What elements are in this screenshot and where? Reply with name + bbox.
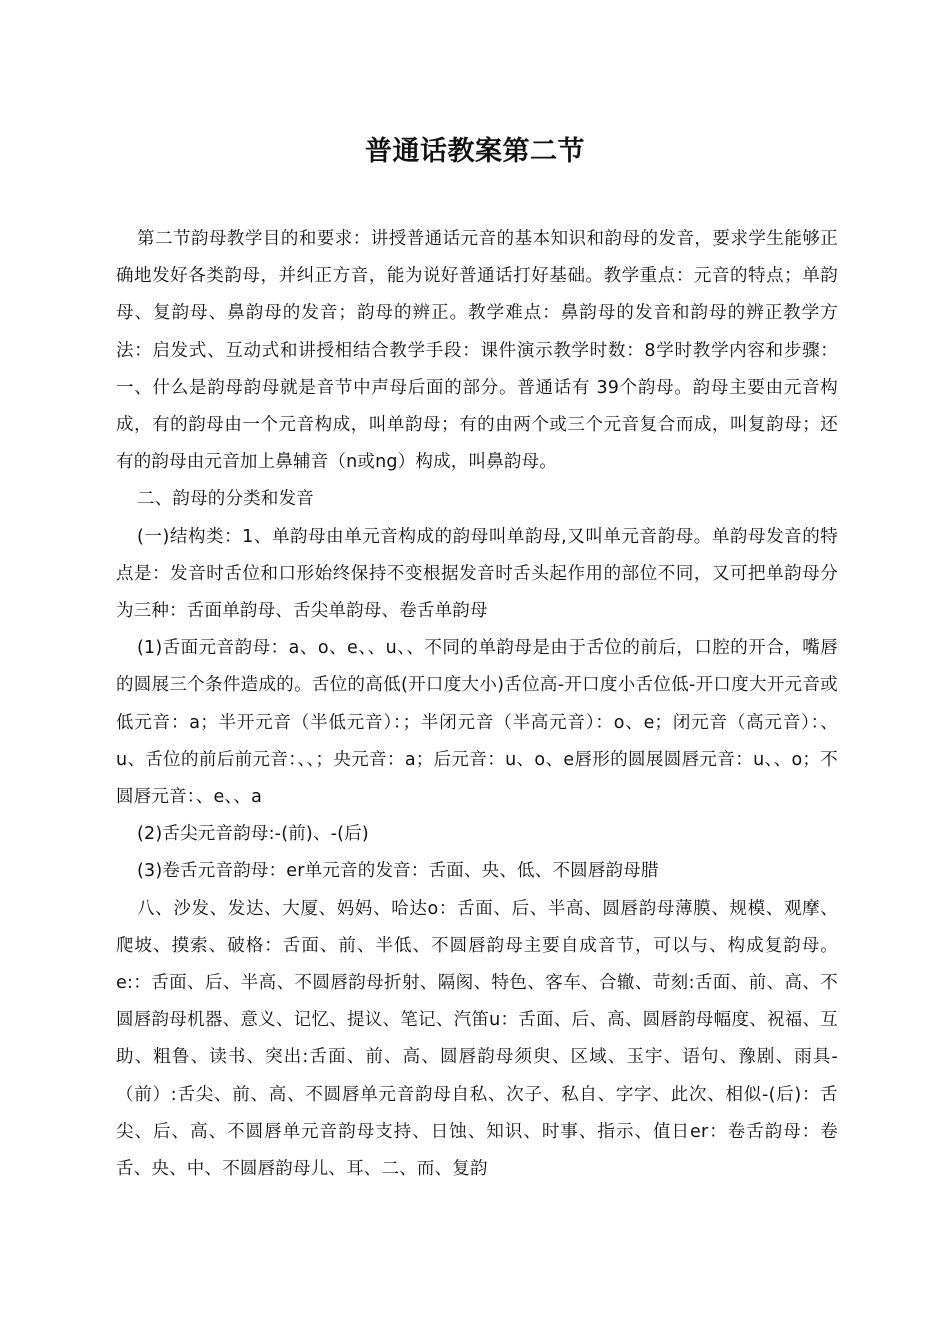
paragraph-structure-class: (一)结构类：1、单韵母由单元音构成的韵母叫单韵母,又叫单元音韵母。单韵母发音的特点是：发音时舌位和口形始终保持不变根据发音时舌头起作用的部位不同，又可把单韵母分为三种：舌面单韵母、舌尖单韵母、卷舌单韵母 — [116, 526, 838, 622]
paragraph-intro: 第二节韵母教学目的和要求：讲授普通话元音的基本知识和韵母的发音，要求学生能够正确地发好各类韵母，并纠正方音，能为说好普通话打好基础。教学重点：元音的特点；单韵母、复韵母、鼻韵母的发音；韵母的辨正。教学难点：鼻韵母的发音和韵母的辨正教学方法：启发式、互动式和讲授相结合教学手段：课件演示教学时数：8学时教学内容和步骤：一、什么是韵母韵母就是音节中声母后面的部分。普通话有 39个韵母。韵母主要由元音构成，有的韵母由一个元音构成，叫单韵母；有的由两个或三个元音复合而成，叫复韵母；还有的韵母由元音加上鼻辅音（n或ng）构成，叫鼻韵母。 — [116, 229, 838, 473]
paragraph-examples: 八、沙发、发达、大厦、妈妈、哈达o：舌面、后、半高、圆唇韵母薄膜、规模、观摩、爬坡、摸索、破格：舌面、前、半低、不圆唇韵母主要自成音节，可以与、构成复韵母。e:：舌面、后、半高、不圆唇韵母折射、隔阂、特色、客车、合辙、苛刻:舌面、前、高、不圆唇韵母机器、意义、记忆、提议、笔记、汽笛u：舌面、后、高、圆唇韵母幅度、祝福、互助、粗鲁、读书、突出:舌面、前、高、圆唇韵母须臾、区域、玉宇、语句、豫剧、雨具-（前）:舌尖、前、高、不圆唇单元音韵母自私、次子、私自、字字、此次、相似-(后)：舌尖、后、高、不圆唇单元音韵母支持、日蚀、知识、时事、指示、值日er：卷舌韵母：卷舌、央、中、不圆唇韵母儿、耳、二、而、复韵 — [116, 898, 838, 1180]
paragraph-retroflex-vowels: (3)卷舌元音韵母：er单元音的发音：舌面、央、低、不圆唇韵母腊 — [137, 861, 659, 882]
document-title: 普通话教案第二节 — [365, 136, 585, 167]
paragraph-apical-vowels: (2)舌尖元音韵母:-(前)、-(后) — [137, 824, 369, 845]
paragraph-section-heading: 二、韵母的分类和发音 — [137, 489, 314, 510]
document-body — [116, 221, 838, 1188]
paragraph-tongue-surface-vowels: (1)舌面元音韵母：a、o、e、、u、、不同的单韵母是由于舌位的前后，口腔的开合，嘴唇的圆展三个条件造成的。舌位的高低(开口度大小)舌位高-开口度小舌位低-开口度大开元音或低元音：a；半开元音（半低元音）：；半闭元音（半高元音）：o、e；闭元音（高元音）：、u、舌位的前后前元音：、、；央元音：a；后元音：u、o、e唇形的圆展圆唇元音：u、、o；不圆唇元音：、e、、a — [116, 638, 838, 808]
